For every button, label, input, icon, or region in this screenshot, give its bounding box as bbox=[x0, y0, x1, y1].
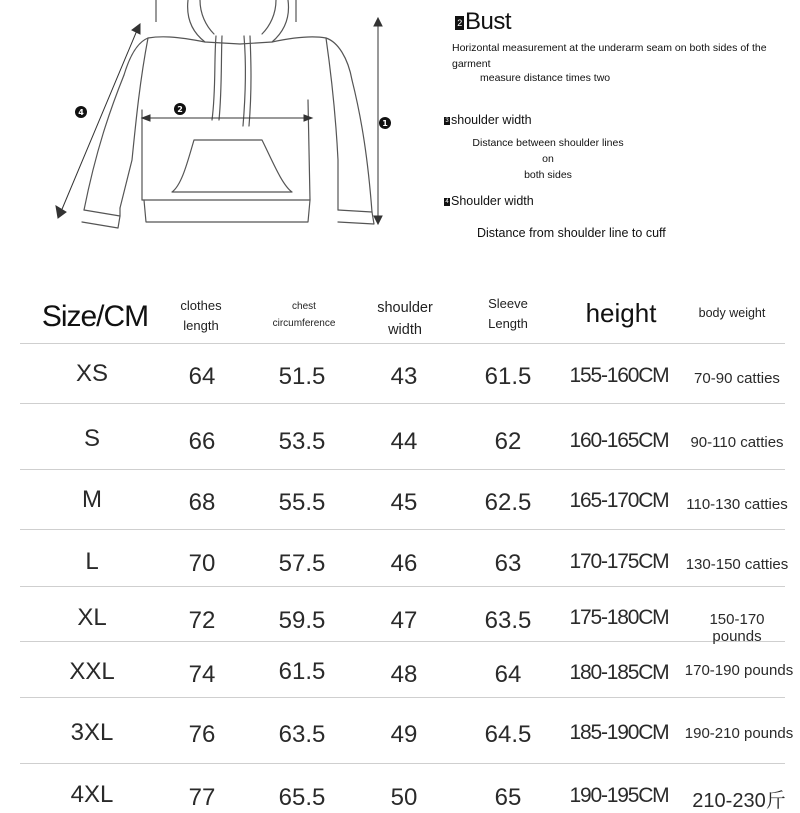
cell-sleeve: 64 bbox=[494, 661, 522, 688]
row-divider bbox=[20, 469, 785, 470]
legend-bust-title: 2 Bust bbox=[455, 8, 511, 36]
cell-chest: 61.5 bbox=[278, 658, 326, 685]
legend-bust-desc-2: measure distance times two bbox=[480, 72, 611, 84]
cell-shoulder: 46 bbox=[390, 550, 418, 577]
cell-sleeve: 62 bbox=[494, 428, 522, 455]
marker-4-icon: 4 bbox=[445, 198, 449, 205]
cell-size: XXL bbox=[69, 658, 115, 685]
legend-shoulder-title: 3 shoulder width bbox=[445, 113, 532, 127]
row-divider bbox=[20, 343, 785, 344]
cell-sleeve: 65 bbox=[494, 784, 522, 811]
header-size: Size/CM bbox=[41, 300, 149, 333]
cell-height: 180-185CM bbox=[569, 661, 669, 684]
cell-size: XS bbox=[75, 360, 108, 387]
marker-3-icon: 3 bbox=[445, 117, 449, 124]
cell-weight: 150-170 pounds bbox=[709, 611, 765, 645]
cell-length: 64 bbox=[188, 363, 216, 390]
row-divider bbox=[20, 641, 785, 642]
cell-height: 165-170CM bbox=[569, 489, 669, 512]
cell-sleeve: 62.5 bbox=[484, 489, 532, 516]
header-body-weight: body weight bbox=[698, 306, 766, 320]
row-divider bbox=[20, 697, 785, 698]
marker-1: 1 bbox=[382, 119, 388, 128]
cell-sleeve: 63.5 bbox=[484, 607, 532, 634]
marker-2-icon: 2 bbox=[455, 16, 464, 30]
legend-sleeve-desc: Distance from shoulder line to cuff bbox=[477, 226, 666, 240]
cell-height: 190-195CM bbox=[569, 784, 669, 807]
row-divider bbox=[20, 529, 785, 530]
cell-weight: 90-110 catties bbox=[690, 434, 784, 451]
header-chest-circumference: chest circumference bbox=[272, 301, 336, 329]
cell-length: 74 bbox=[188, 661, 216, 688]
cell-chest: 59.5 bbox=[278, 607, 326, 634]
cell-shoulder: 43 bbox=[390, 363, 418, 390]
cell-length: 66 bbox=[188, 428, 216, 455]
cell-chest: 57.5 bbox=[278, 550, 326, 577]
cell-size: XL bbox=[77, 604, 107, 631]
cell-weight: 70-90 catties bbox=[694, 370, 780, 387]
row-divider bbox=[20, 403, 785, 404]
cell-height: 155-160CM bbox=[569, 364, 669, 387]
cell-weight: 210-230斤 bbox=[692, 790, 786, 812]
cell-height: 160-165CM bbox=[569, 429, 669, 452]
cell-weight: 190-210 pounds bbox=[684, 725, 794, 742]
hoodie-measurement-diagram bbox=[0, 0, 440, 260]
row-divider bbox=[20, 763, 785, 764]
cell-size: 4XL bbox=[70, 781, 114, 808]
cell-length: 70 bbox=[188, 550, 216, 577]
header-shoulder-width: shoulder width bbox=[377, 300, 433, 338]
marker-4: 4 bbox=[78, 108, 84, 117]
cell-shoulder: 49 bbox=[390, 721, 418, 748]
cell-sleeve: 61.5 bbox=[484, 363, 532, 390]
cell-weight: 110-130 catties bbox=[686, 496, 788, 513]
cell-size: 3XL bbox=[70, 719, 114, 746]
header-clothes-length: clothes length bbox=[180, 298, 222, 333]
cell-length: 76 bbox=[188, 721, 216, 748]
cell-shoulder: 50 bbox=[390, 784, 418, 811]
cell-chest: 55.5 bbox=[278, 489, 326, 516]
cell-size: S bbox=[83, 425, 100, 452]
cell-sleeve: 64.5 bbox=[484, 721, 532, 748]
cell-shoulder: 45 bbox=[390, 489, 418, 516]
cell-shoulder: 48 bbox=[390, 661, 418, 688]
marker-2: 2 bbox=[177, 105, 183, 114]
cell-shoulder: 47 bbox=[390, 607, 418, 634]
legend-shoulder-desc: Distance between shoulder lines on both sides bbox=[472, 137, 624, 181]
cell-chest: 51.5 bbox=[278, 363, 326, 390]
cell-weight: 130-150 catties bbox=[685, 556, 789, 573]
cell-sleeve: 63 bbox=[494, 550, 522, 577]
cell-height: 175-180CM bbox=[569, 606, 669, 629]
legend-sleeve-title: 4 Shoulder width bbox=[445, 194, 534, 208]
cell-chest: 65.5 bbox=[278, 784, 326, 811]
cell-height: 185-190CM bbox=[569, 721, 669, 744]
cell-size: L bbox=[85, 548, 99, 575]
cell-weight: 170-190 pounds bbox=[684, 662, 794, 679]
cell-shoulder: 44 bbox=[390, 428, 418, 455]
legend-bust-desc: Horizontal measurement at the underarm seam on both sides of the garment bbox=[452, 42, 767, 70]
cell-length: 72 bbox=[188, 607, 216, 634]
cell-length: 77 bbox=[188, 784, 216, 811]
cell-height: 170-175CM bbox=[569, 550, 669, 573]
row-divider bbox=[20, 586, 785, 587]
cell-chest: 53.5 bbox=[278, 428, 326, 455]
cell-chest: 63.5 bbox=[278, 721, 326, 748]
cell-size: M bbox=[82, 486, 102, 513]
header-height: height bbox=[585, 298, 657, 328]
header-sleeve-length: Sleeve Length bbox=[488, 296, 528, 331]
cell-length: 68 bbox=[188, 489, 216, 516]
